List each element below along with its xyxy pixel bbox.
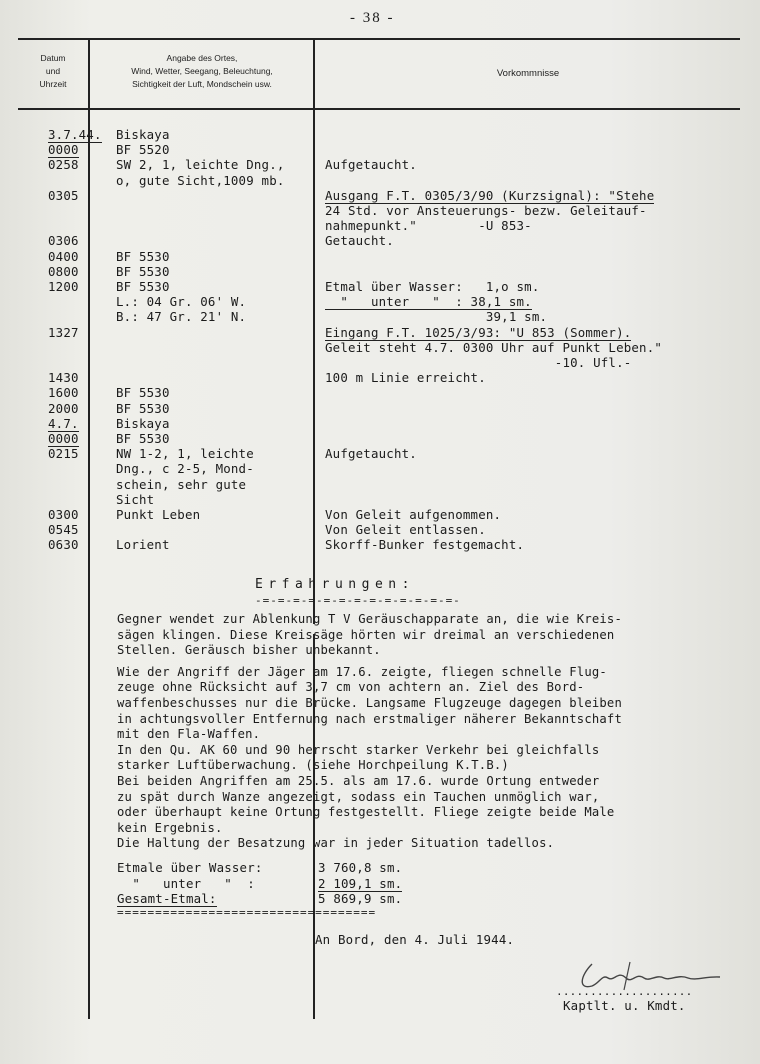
entry-time: 1200	[48, 279, 79, 294]
experience-line: In den Qu. AK 60 und 90 herrscht starker Verkehr bei gleichfalls	[117, 742, 600, 757]
entry-location: Dng., c 2-5, Mond-	[116, 461, 254, 477]
experience-line: kein Ergebnis.	[117, 820, 223, 835]
header-date-time	[20, 52, 86, 91]
total-label: " unter " :	[117, 875, 255, 891]
header-location-line-3: Sichtigkeit der Luft, Mondschein usw.	[132, 79, 272, 89]
entry-time: 0545	[48, 522, 79, 538]
entry-event: Aufgetaucht.	[325, 157, 417, 173]
entry-location: BF 5530	[116, 400, 170, 416]
experience-line: oder überhaupt keine Ortung festgestellt. Fliege zeigte beide Male	[117, 805, 615, 820]
header-date-line: Datum	[40, 53, 66, 63]
header-location	[92, 52, 312, 91]
entry-time: 0258	[48, 157, 79, 173]
experience-line: Gegner wendet zur Ablenkung T V Geräuschapparate an, die wie Kreis-	[117, 612, 623, 626]
entry-location: BF 5530	[116, 385, 170, 401]
entry-date: 3.7.44.	[48, 127, 102, 142]
entry-time: 0306	[48, 233, 79, 249]
entry-event: Ausgang F.T. 0305/3/90 (Kurzsignal): "Stehe	[325, 187, 655, 203]
entry-event: Etmal über Wasser: 1,o sm.	[325, 279, 540, 294]
experience-line: Die Haltung der Besatzung war in jeder Situation tadellos.	[117, 836, 555, 851]
entry-event: 24 Std. vor Ansteuerungs- bezw. Geleitauf-	[325, 203, 647, 218]
entry-date: 4.7.	[48, 415, 79, 431]
experiences-underline: -=-=-=-=-=-=-=-=-=-=-=-=-=-	[255, 594, 461, 607]
totals-double-rule: ==================================	[117, 906, 377, 919]
entry-location: BF 5530	[116, 248, 170, 264]
entry-event: " unter " : 38,1 sm.	[325, 294, 532, 310]
entry-event: Von Geleit entlassen.	[325, 522, 486, 538]
entry-event: Geleit steht 4.7. 0300 Uhr auf Punkt Leben."	[325, 339, 663, 355]
header-and-line: und	[45, 66, 61, 76]
experience-line: sägen klingen. Diese Kreissäge hörten wir dreimal an verschiedenen	[117, 627, 615, 642]
entry-time: 1430	[48, 370, 79, 386]
header-time-line: Uhrzeit	[39, 79, 67, 89]
column-divider-2	[313, 39, 315, 624]
entry-event: Von Geleit aufgenommen.	[325, 507, 502, 522]
header-bottom-rule	[18, 108, 740, 110]
entry-time: 0000	[48, 142, 79, 158]
experience-line: zeuge ohne Rücksicht auf 3,7 cm von achtern an. Ziel des Bord-	[117, 680, 585, 695]
signature-title: Kaptlt. u. Kmdt.	[563, 998, 686, 1013]
entry-event: 100 m Linie erreicht.	[325, 370, 486, 386]
column-divider-1	[88, 39, 90, 1019]
total-value: 2 109,1 sm.	[318, 875, 403, 891]
page-number: - 38 -	[350, 10, 395, 26]
entry-time: 1600	[48, 385, 79, 401]
experience-line: Stellen. Geräusch bisher unbekannt.	[117, 643, 381, 658]
entry-location: BF 5530	[116, 263, 170, 279]
closing-place-date: An Bord, den 4. Juli 1944.	[315, 932, 515, 947]
header-events: Vorkommnisse	[496, 68, 560, 79]
entry-time: 2000	[48, 400, 79, 416]
entry-event: Skorff-Bunker festgemacht.	[325, 537, 525, 553]
entry-location: schein, sehr gute	[116, 476, 247, 492]
experience-line: mit den Fla-Waffen.	[117, 727, 261, 742]
entry-time: 0400	[48, 248, 79, 264]
entry-location: NW 1-2, 1, leichte	[116, 446, 254, 462]
entry-location: L.: 04 Gr. 06' W.	[116, 294, 247, 310]
entry-event: Aufgetaucht.	[325, 446, 417, 462]
entry-time: 0215	[48, 446, 79, 462]
experience-line: zu spät durch Wanze angezeigt, sodass ein Tauchen unmöglich war,	[117, 789, 600, 804]
entry-location: Lorient	[116, 537, 170, 553]
total-value: 3 760,8 sm.	[318, 860, 403, 875]
entry-location: B.: 47 Gr. 21' N.	[116, 309, 247, 325]
experience-line: Wie der Angriff der Jäger am 17.6. zeigte, fliegen schnelle Flug-	[117, 664, 607, 679]
experience-line: starker Luftüberwachung. (siehe Horchpeilung K.T.B.)	[117, 758, 509, 773]
experience-line: in achtungsvoller Entfernung nach erstmaliger näherer Bekanntschaft	[117, 711, 623, 726]
experience-line: waffenbeschusses nur die Brücke. Langsame Flugzeuge dagegen bleiben	[117, 696, 623, 710]
header-location-line-1: Angabe des Ortes,	[166, 53, 238, 63]
entry-time: 0630	[48, 537, 79, 553]
header-top-rule	[18, 38, 740, 40]
experiences-title: Erfahrungen:	[255, 577, 415, 592]
entry-time: 1327	[48, 324, 79, 340]
total-value: 5 869,9 sm.	[318, 891, 403, 907]
entry-time: 0000	[48, 431, 79, 446]
entry-event: -10. Ufl.-	[325, 355, 632, 370]
entry-event: Getaucht.	[325, 233, 394, 249]
experience-line: Bei beiden Angriffen am 25.5. als am 17.6. wurde Ortung entweder	[117, 774, 600, 788]
header-location-line-2: Wind, Wetter, Seegang, Beleuchtung,	[131, 66, 273, 76]
entry-event: Eingang F.T. 1025/3/93: "U 853 (Sommer).	[325, 324, 632, 340]
entry-event: nahmepunkt." -U 853-	[325, 218, 532, 234]
entry-location: BF 5520	[116, 142, 170, 158]
entry-time: 0305	[48, 187, 79, 203]
signature-dots: ....................	[556, 985, 693, 998]
entry-location: Sicht	[116, 491, 155, 507]
entry-location: Punkt Leben	[116, 507, 201, 522]
entry-location: BF 5530	[116, 431, 170, 446]
entry-location: BF 5530	[116, 279, 170, 294]
entry-location: o, gute Sicht,1009 mb.	[116, 172, 285, 188]
entry-location: Biskaya	[116, 415, 170, 431]
entry-time: 0300	[48, 507, 79, 522]
entry-location: SW 2, 1, leichte Dng.,	[116, 157, 285, 173]
entry-event: 39,1 sm.	[325, 309, 548, 325]
total-label: Etmale über Wasser:	[117, 860, 263, 875]
total-label: Gesamt-Etmal:	[117, 891, 217, 907]
entry-location: Biskaya	[116, 127, 170, 142]
entry-time: 0800	[48, 263, 79, 279]
